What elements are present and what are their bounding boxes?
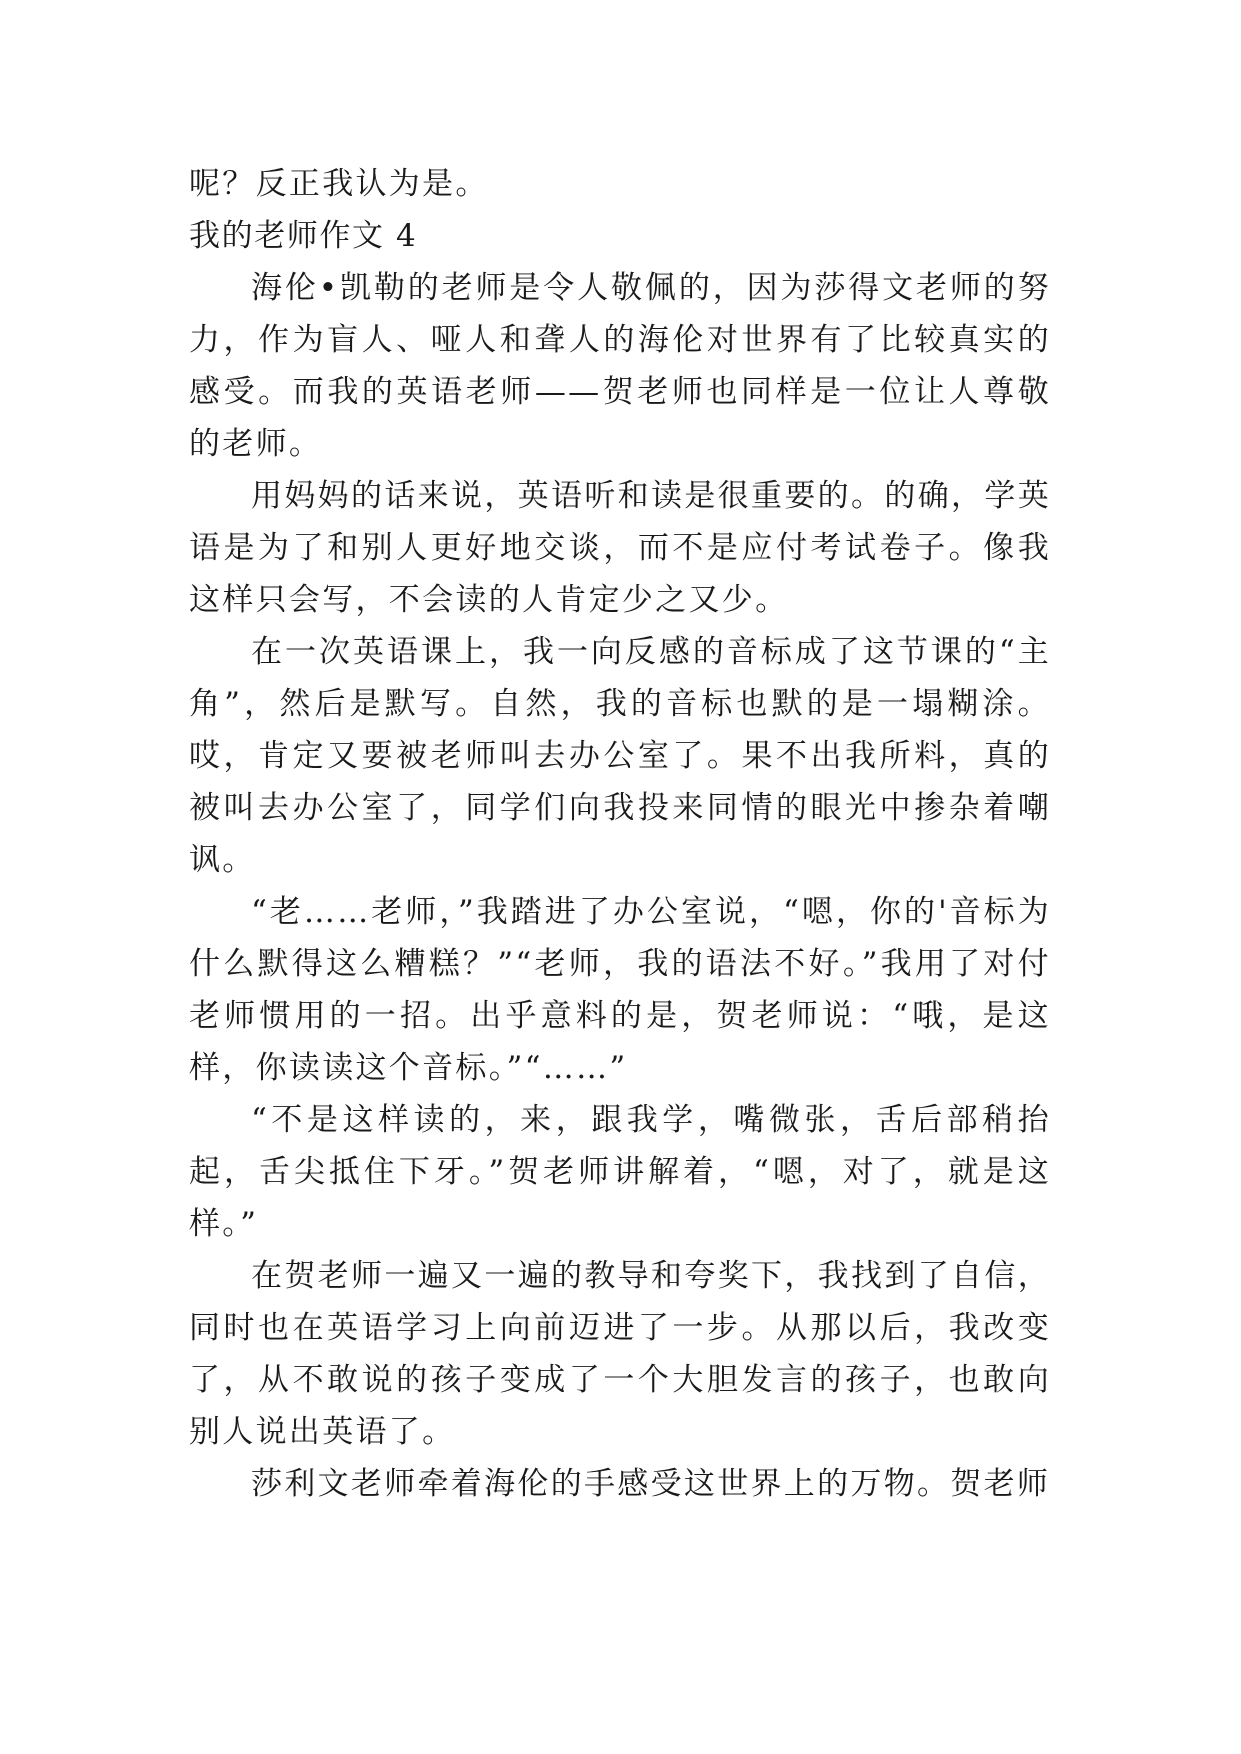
paragraph: “不是这样读的，来，跟我学，嘴微张，舌后部稍抬起，舌尖抵住下牙。”贺老师讲解着，“嗯，对了，就是这样。” — [189, 1102, 1051, 1242]
paragraph: 用妈妈的话来说，英语听和读是很重要的。的确，学英语是为了和别人更好地交谈，而不是应付考试卷子。像我这样只会写，不会读的人肯定少之又少。 — [189, 478, 1051, 618]
paragraph: 莎利文老师牵着海伦的手感受这世界上的万物。贺老师 — [251, 1466, 1051, 1502]
essay-body — [189, 158, 1051, 1510]
paragraph: 在贺老师一遍又一遍的教导和夸奖下，我找到了自信，同时也在英语学习上向前迈进了一步。从那以后，我改变了，从不敢说的孩子变成了一个大胆发言的孩子，也敢向别人说出英语了。 — [189, 1258, 1051, 1450]
carryover-line: 呢？反正我认为是。 — [189, 166, 489, 202]
paragraph: 海伦•凯勒的老师是令人敬佩的，因为莎得文老师的努力，作为盲人、哑人和聋人的海伦对世界有了比较真实的感受。而我的英语老师——贺老师也同样是一位让人尊敬的老师。 — [189, 270, 1051, 462]
section-title: 我的老师作文 4 — [189, 218, 418, 254]
paragraph: 在一次英语课上，我一向反感的音标成了这节课的“主角”，然后是默写。自然，我的音标也默的是一塌糊涂。哎，肯定又要被老师叫去办公室了。果不出我所料，真的被叫去办公室了，同学们向我投来同情的眼光中掺杂着嘲讽。 — [189, 634, 1051, 878]
paragraph: “老……老师，”我踏进了办公室说，“嗯，你的'音标为什么默得这么糟糕？”“老师，我的语法不好。”我用了对付老师惯用的一招。出乎意料的是，贺老师说：“哦，是这样，你读读这个音标。”“……” — [189, 894, 1051, 1086]
